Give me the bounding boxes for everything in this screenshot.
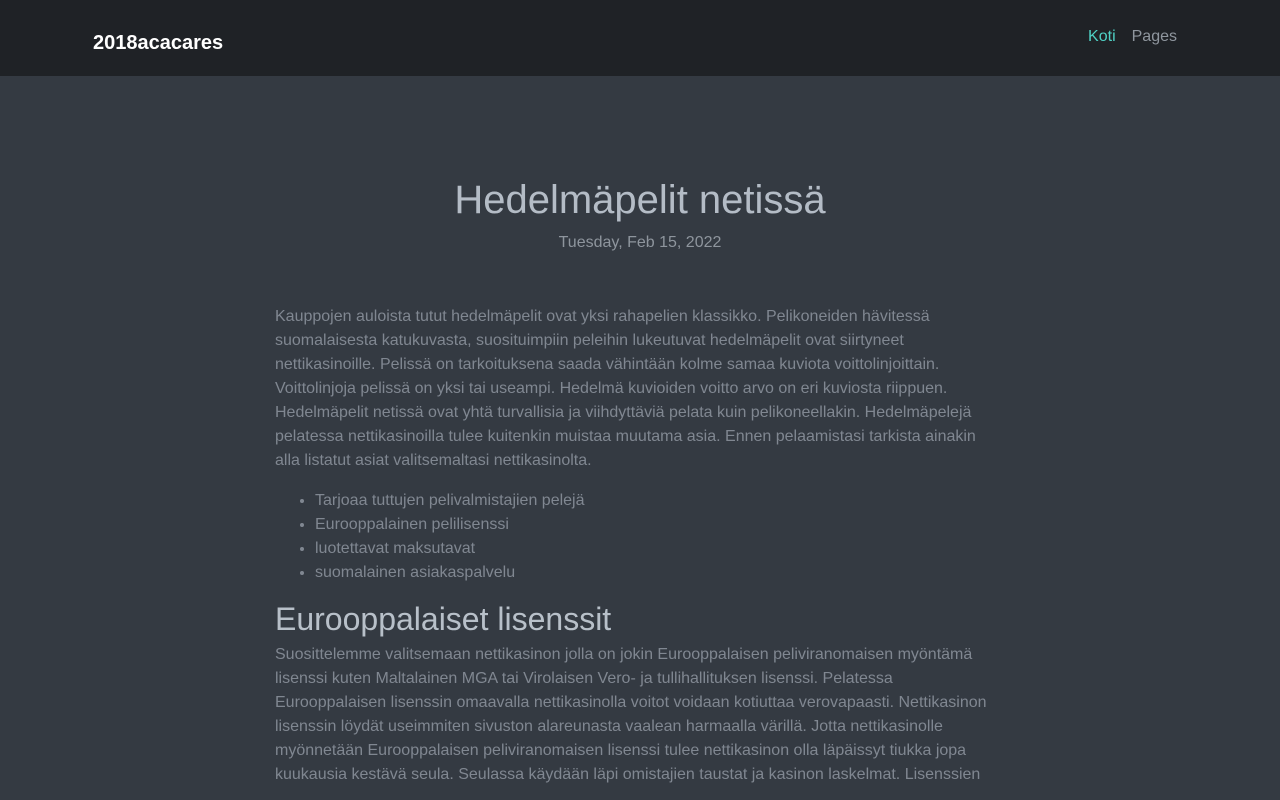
intro-paragraph: Kauppojen auloista tutut hedelmäpelit ovat yksi rahapelien klassikko. Pelikoneiden hävitessä suomalaisesta katukuvasta, suosituimpiin peleihin lukeutuvat hedelmäpelit ovat siirtyneet nettikasinoille. Pelissä on tarkoituksena saada vähintään kolme samaa kuviota voittolinjoittain. Voittolinjoja pelissä on yksi tai useampi. Hedelmä kuvioiden voitto arvo on eri kuviosta riippuen. Hedelmäpelit netissä ovat yhtä turvallisia ja viihdyttäviä pelata kuin pelikoneellakin. Hedelmäpelejä pelatessa nettikasinoilla tulee kuitenkin muistaa muutama asia. Ennen pelaamistasi tarkista ainakin alla listatut asiat valitsemaltasi nettikasinolta. — [275, 308, 976, 469]
list-item: • suomalainen asiakaspalvelu — [315, 561, 990, 585]
post-title: Hedelmäpelit netissä — [454, 178, 826, 222]
post-header — [0, 175, 1280, 253]
post-content — [275, 305, 990, 787]
list-item: • Tarjoaa tuttujen pelivalmistajien pelejä — [315, 489, 990, 513]
section-paragraph: Suosittelemme valitsemaan nettikasinon jolla on jokin Eurooppalaisen peliviranomaisen myöntämä lisenssi kuten Maltalainen MGA tai Virolaisen Vero- ja tullihallituksen lisenssi. Pelatessa Eurooppalaisen lisenssin omaavalla nettikasinolla voitot voidaan kotiuttaa verovapaasti. Nettikasinon lisenssin löydät useimmiten sivuston alareunasta vaalean harmaalla värillä. Jotta nettikasinolle myönnetään Eurooppalaisen peliviranomaisen lisenssi tulee nettikasinon olla läpäissyt tiukka jopa kuukausia kestävä seula. Seulassa käydään läpi omistajien taustat ja kasinon laskelmat. Lisenssien — [275, 646, 987, 783]
nav-link-koti[interactable]: Koti — [1088, 28, 1116, 45]
nav-link-pages[interactable]: Pages — [1131, 28, 1177, 45]
main-nav — [1088, 27, 1177, 47]
checklist — [275, 489, 990, 585]
list-item: • luotettavat maksutavat — [315, 537, 990, 561]
navbar — [0, 0, 1280, 76]
post-date: Tuesday, Feb 15, 2022 — [558, 234, 722, 251]
list-item: • Eurooppalainen pelilisenssi — [315, 513, 990, 537]
section-heading: Eurooppalaiset lisenssit — [275, 601, 612, 637]
site-brand-link[interactable]: 2018acacares — [93, 32, 224, 54]
